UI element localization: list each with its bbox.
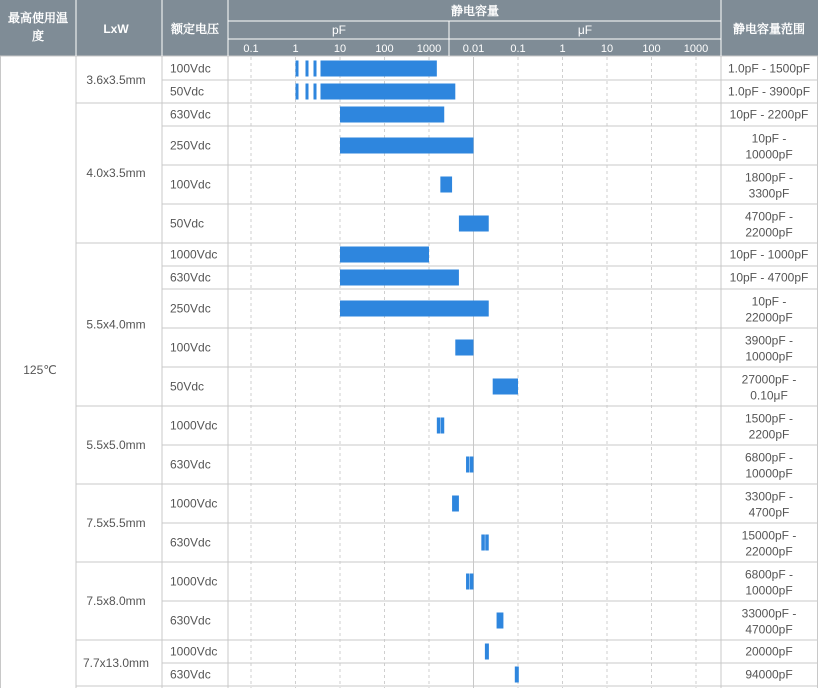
capacitance-bar xyxy=(340,138,474,154)
size-label: 7.7x13.0mm xyxy=(82,656,150,670)
voltage-label: 630Vdc xyxy=(170,457,211,472)
tick-label-uf: 10 xyxy=(600,43,614,55)
voltage-label: 630Vdc xyxy=(170,667,211,682)
capacitance-bar-segment xyxy=(470,574,474,590)
range-label: 10pF - 2200pF xyxy=(729,107,809,122)
range-label: 10pF - xyxy=(751,294,787,309)
range-label-cont: 10000pF xyxy=(745,147,793,162)
range-label-cont: 10000pF xyxy=(745,583,793,598)
voltage-label: 50Vdc xyxy=(170,216,205,231)
capacitance-bar xyxy=(455,340,473,356)
header-range-label: 静电容量范围 xyxy=(732,22,806,36)
voltage-label: 630Vdc xyxy=(170,270,211,285)
capacitance-bar-segment xyxy=(497,613,501,629)
range-label-cont: 22000pF xyxy=(745,310,793,325)
header-pf-label: pF xyxy=(331,23,347,37)
range-label-cont: 4700pF xyxy=(748,505,790,520)
tick-label-pf: 0.1 xyxy=(243,43,259,55)
voltage-label: 630Vdc xyxy=(170,535,211,550)
capacitance-bar-segment xyxy=(296,61,299,77)
voltage-label: 1000Vdc xyxy=(170,247,218,262)
bars xyxy=(296,61,519,683)
capacitance-bar xyxy=(321,84,456,100)
capacitance-bar xyxy=(340,270,459,286)
range-label: 15000pF - xyxy=(741,528,797,543)
tick-label-uf: 100 xyxy=(642,43,661,55)
range-label: 6800pF - xyxy=(744,567,794,582)
temperature-label: 125℃ xyxy=(23,363,57,377)
capacitance-bar-segment xyxy=(314,61,317,77)
voltage-label: 1000Vdc xyxy=(170,496,218,511)
capacitance-bar-segment xyxy=(314,84,317,100)
range-label: 27000pF - xyxy=(741,372,797,387)
range-label: 10pF - 4700pF xyxy=(729,270,809,285)
tick-label-uf: 1 xyxy=(559,43,566,55)
range-label: 94000pF xyxy=(745,667,793,682)
voltage-label: 250Vdc xyxy=(170,138,211,153)
header-capacitance-label: 静电容量 xyxy=(450,4,500,18)
voltage-label: 50Vdc xyxy=(170,84,205,99)
capacitance-bar-segment xyxy=(306,84,309,100)
header-voltage-label: 额定电压 xyxy=(170,22,220,36)
capacitance-bar xyxy=(459,216,489,232)
capacitance-bar-segment xyxy=(481,535,485,551)
range-label-cont: 22000pF xyxy=(745,544,793,559)
voltage-label: 1000Vdc xyxy=(170,644,218,659)
capacitance-bar xyxy=(340,107,444,123)
size-label: 7.5x5.5mm xyxy=(86,516,146,530)
capacitance-bar-segment xyxy=(500,613,504,629)
capacitance-bar xyxy=(485,644,489,660)
range-label: 33000pF - xyxy=(741,606,797,621)
size-label: 5.5x4.0mm xyxy=(86,317,146,332)
capacitance-bar-segment xyxy=(455,496,459,512)
voltage-label: 1000Vdc xyxy=(170,574,218,589)
capacitance-bar-segment xyxy=(441,418,445,434)
capacitance-bar xyxy=(340,247,429,263)
capacitance-bar-segment xyxy=(466,457,470,473)
capacitance-bar-segment xyxy=(485,535,489,551)
range-label-cont: 10000pF xyxy=(745,466,793,481)
range-label-cont: 47000pF xyxy=(745,622,793,637)
voltage-label: 1000Vdc xyxy=(170,418,218,433)
range-label-cont: 0.10μF xyxy=(750,388,788,403)
capacitance-bar xyxy=(515,667,519,683)
capacitance-bar-segment xyxy=(306,61,309,77)
capacitance-bar xyxy=(340,301,489,317)
range-label: 20000pF xyxy=(745,644,793,659)
tick-label-pf: 100 xyxy=(375,43,394,55)
range-label-cont: 2200pF xyxy=(748,427,790,442)
voltage-label: 630Vdc xyxy=(170,107,211,122)
voltage-label: 100Vdc xyxy=(170,61,211,76)
voltage-label: 100Vdc xyxy=(170,340,211,355)
tick-label-pf: 1 xyxy=(292,43,299,55)
range-label: 6800pF - xyxy=(744,450,794,465)
range-label: 1.0pF - 3900pF xyxy=(727,84,811,99)
range-label: 10pF - xyxy=(751,131,787,146)
header-temp-label-cont: 度 xyxy=(31,29,45,43)
voltage-label: 100Vdc xyxy=(170,177,211,192)
header-temp-label: 最高使用温 xyxy=(7,11,69,25)
size-label: 7.5x8.0mm xyxy=(86,594,146,608)
tick-label-uf: 0.01 xyxy=(462,43,485,55)
range-label-cont: 22000pF xyxy=(745,225,793,240)
capacitance-bar xyxy=(440,177,452,193)
capacitance-bar xyxy=(321,61,437,77)
capacitance-bar-segment xyxy=(452,496,456,512)
range-label-cont: 10000pF xyxy=(745,349,793,364)
range-label: 4700pF - xyxy=(744,209,794,224)
header-uf-label: μF xyxy=(577,23,593,37)
range-label: 3300pF - xyxy=(744,489,794,504)
header-lxw-label: LxW xyxy=(103,22,129,36)
range-label: 1800pF - xyxy=(744,170,794,185)
tick-label-pf: 1000 xyxy=(416,43,442,55)
tick-label-pf: 10 xyxy=(333,43,347,55)
capacitance-bar-segment xyxy=(470,457,474,473)
capacitance-bar-segment xyxy=(296,84,299,100)
tick-label-uf: 0.1 xyxy=(510,43,526,55)
voltage-label: 250Vdc xyxy=(170,301,211,316)
capacitance-bar-segment xyxy=(466,574,470,590)
range-label: 3900pF - xyxy=(744,333,794,348)
capacitance-bar-segment xyxy=(437,418,441,434)
range-label-cont: 3300pF xyxy=(748,186,790,201)
voltage-label: 50Vdc xyxy=(170,379,205,394)
range-label: 1.0pF - 1500pF xyxy=(727,61,811,76)
size-label: 5.5x5.0mm xyxy=(86,438,146,452)
size-label: 3.6x3.5mm xyxy=(86,73,146,87)
range-label: 1500pF - xyxy=(744,411,794,426)
tick-label-uf: 1000 xyxy=(683,43,709,55)
range-label: 10pF - 1000pF xyxy=(729,247,809,262)
capacitance-bar xyxy=(493,379,518,395)
size-label: 4.0x3.5mm xyxy=(86,166,146,180)
voltage-label: 630Vdc xyxy=(170,613,211,628)
